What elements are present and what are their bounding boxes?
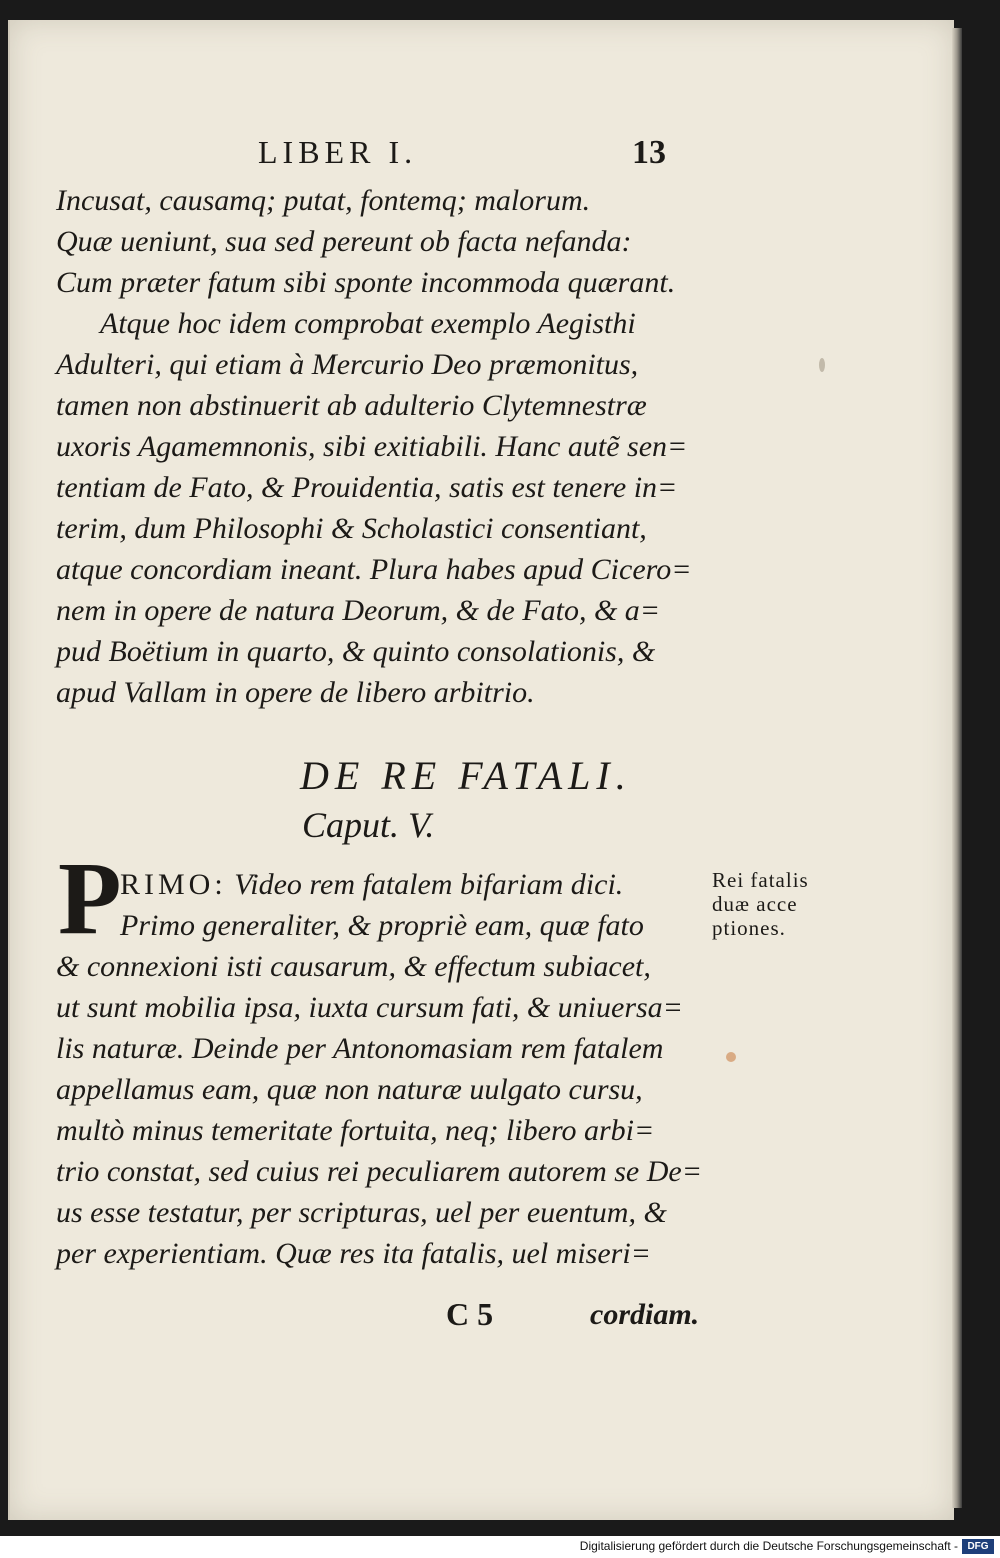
text-line: tentiam de Fato, & Prouidentia, satis est tenere in= (56, 471, 678, 504)
text-line: appellamus eam, quæ non naturæ uulgato cursu, (56, 1073, 643, 1106)
footer-bar (0, 1536, 1000, 1558)
text-block-2 (56, 864, 716, 1274)
text-line: pud Boëtium in quarto, & quinto consolationis, & (56, 635, 656, 668)
text-line: per experientiam. Quæ res ita fatalis, uel miseri= (56, 1237, 651, 1270)
text-line: Cum præter fatum sibi sponte incommoda quærant. (56, 266, 676, 299)
drop-cap-initial: P (58, 841, 122, 956)
funding-credit: Digitalisierung gefördert durch die Deutsche Forschungsgemeinschaft - (579, 1539, 958, 1553)
text-line: uxoris Agamemnonis, sibi exitiabili. Hanc autẽ sen= (56, 430, 688, 463)
catchword: cordiam. (590, 1298, 700, 1331)
text-line: ut sunt mobilia ipsa, iuxta cursum fati, & uniuersa= (56, 991, 683, 1024)
text-line: tamen non abstinuerit ab adulterio Clytemnestræ (56, 389, 647, 422)
text-line: Primo generaliter, & propriè eam, quæ fato (120, 909, 644, 942)
text-line-first (56, 864, 716, 905)
text-line: apud Vallam in opere de libero arbitrio. (56, 676, 535, 709)
text-line: terim, dum Philosophi & Scholastici consentiant, (56, 512, 647, 545)
running-head-title: LIBER I. (258, 134, 418, 170)
text-line: lis naturæ. Deinde per Antonomasiam rem fatalem (56, 1032, 664, 1065)
marginal-note-line: ptiones. (712, 916, 786, 940)
dfg-logo-icon: DFG (962, 1539, 994, 1554)
chapter-subheading: Caput. V. (302, 805, 435, 845)
first-word-caps: RIMO: (120, 868, 227, 901)
first-line-rest: Video rem fatalem bifariam dici. (234, 868, 624, 901)
text-line: Incusat, causamq; putat, fontemq; malorum. (56, 184, 591, 217)
paper-stain (819, 358, 825, 372)
page-edge (952, 28, 962, 1508)
text-line: nem in opere de natura Deorum, & de Fato, & a= (56, 594, 661, 627)
text-line: atque concordiam ineant. Plura habes apud Cicero= (56, 553, 692, 586)
marginal-note-line: duæ acce (712, 892, 798, 916)
text-line: multò minus temeritate fortuita, neq; libero arbi= (56, 1114, 655, 1147)
marginal-note-line: Rei fatalis (712, 868, 809, 892)
text-line: Adulteri, qui etiam à Mercurio Deo præmonitus, (56, 348, 639, 381)
chapter-heading: DE RE FATALI. (300, 753, 632, 798)
text-line: Atque hoc idem comprobat exemplo Aegisthi (100, 307, 636, 340)
text-line: us esse testatur, per scripturas, uel per euentum, & (56, 1196, 667, 1229)
page-number: 13 (632, 134, 666, 171)
signature-mark: C 5 (446, 1296, 494, 1332)
running-head (258, 134, 678, 174)
marginal-note (712, 868, 852, 940)
text-block-1 (56, 180, 716, 713)
text-line: trio constat, sed cuius rei peculiarem autorem se De= (56, 1155, 702, 1188)
paper-stain (726, 1052, 736, 1062)
text-line: Quæ ueniunt, sua sed pereunt ob facta nefanda: (56, 225, 632, 258)
text-line: & connexioni isti causarum, & effectum subiacet, (56, 950, 651, 983)
